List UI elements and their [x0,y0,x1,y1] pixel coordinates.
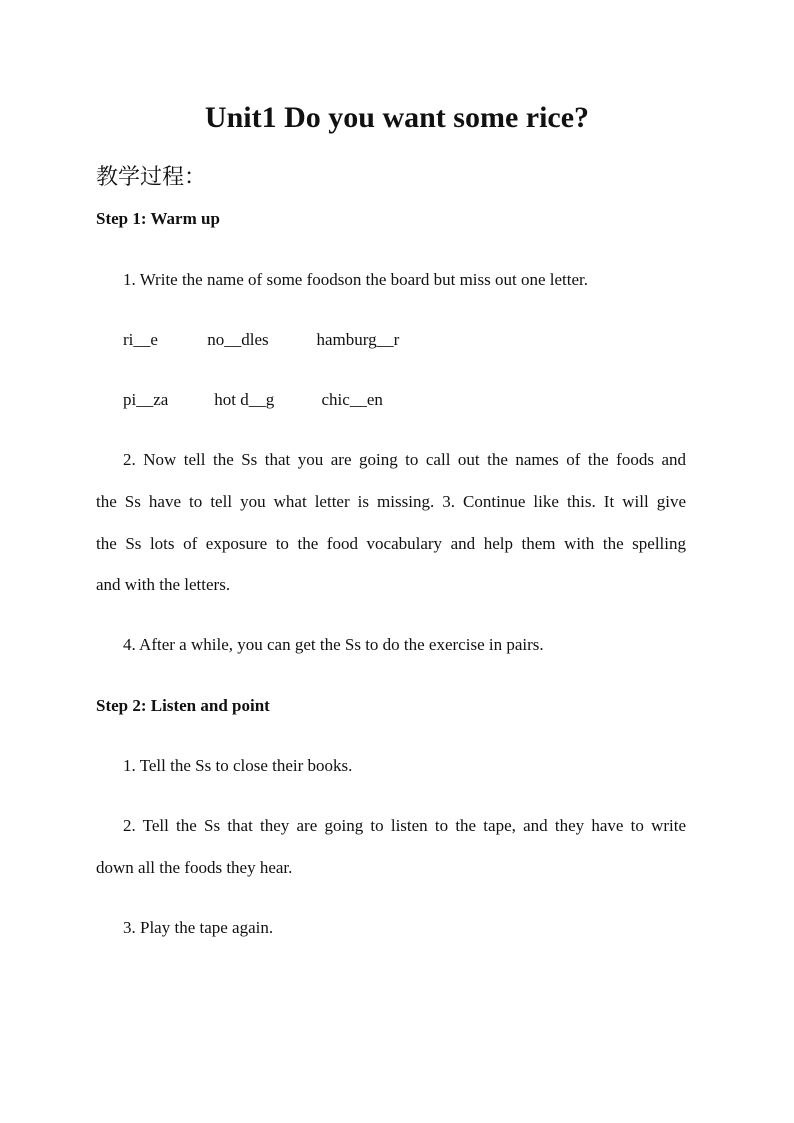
document-title: Unit1 Do you want some rice? [204,101,590,134]
step2-item3: 3. Play the tape again. [123,918,274,937]
step1-item2-line4: and with the letters. [96,575,231,594]
step1-blanks-row1 [123,328,399,352]
step1-heading: Step 1: Warm up [96,209,220,228]
step1-item2-line2: the Ss have to tell you what letter is missing. 3. Continue like this. It will give [96,492,686,511]
step1-item2-line3: the Ss lots of exposure to the food vocabulary and help them with the spelling [96,534,686,553]
blank-word: ri__e [123,330,158,349]
blank-word: pi__za [123,390,169,409]
blank-word: hot d__g [214,390,275,409]
step1-blanks-row2 [123,388,383,412]
step2-item2-line1: 2. Tell the Ss that they are going to listen to the tape, and they have to write [123,816,686,835]
step2-item1: 1. Tell the Ss to close their books. [123,756,353,775]
step2-heading: Step 2: Listen and point [96,696,270,715]
step1-item4: 4. After a while, you can get the Ss to do the exercise in pairs. [123,635,544,654]
step2-item2-line2: down all the foods they hear. [96,858,293,877]
section-heading: 教学过程： [96,165,207,190]
blank-word: chic__en [321,390,383,409]
step1-item2-line1: 2. Now tell the Ss that you are going to call out the names of the foods and [123,450,686,469]
step1-item1: 1. Write the name of some foodson the board but miss out one letter. [123,270,588,289]
blank-word: no__dles [207,330,269,349]
blank-word: hamburg__r [316,330,400,349]
